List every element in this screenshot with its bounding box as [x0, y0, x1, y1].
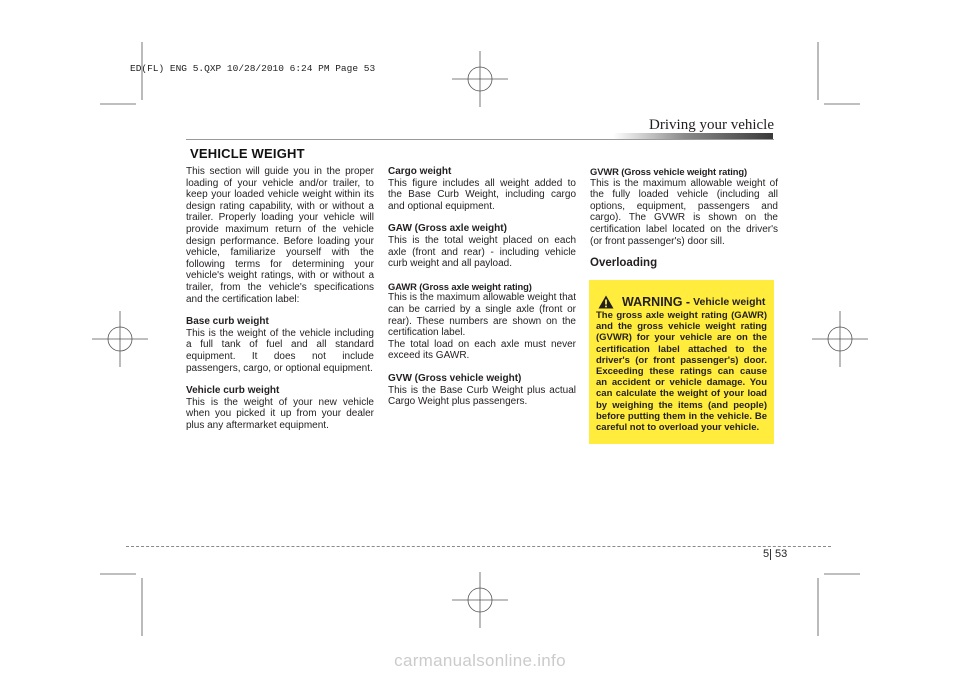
gawr-heading: GAWR (Gross axle weight rating)	[388, 280, 532, 292]
section-title: VEHICLE WEIGHT	[190, 146, 305, 161]
header-rule	[186, 139, 774, 140]
warning-subtitle: Vehicle weight	[693, 296, 766, 308]
gawr-note: The total load on each axle must never exceed its GAWR.	[388, 338, 576, 362]
gvwr-text: This is the maximum allowable weight of the fully loaded vehicle (including all options, equipment, passengers and cargo). The GVWR is shown on the certification label located on the driver's (or front passenger's) door sill.	[590, 177, 778, 247]
column-1	[186, 166, 374, 442]
column-2	[388, 166, 576, 419]
footer-rule	[126, 546, 831, 547]
cargo-weight-text: This figure includes all weight added to the Base Curb Weight, including cargo and optional equipment.	[388, 177, 576, 212]
cargo-weight-heading: Cargo weight	[388, 166, 452, 177]
base-curb-weight-heading: Base curb weight	[186, 316, 269, 328]
print-slug: ED(FL) ENG 5.QXP 10/28/2010 6:24 PM Page 53	[130, 63, 376, 74]
gvw-heading: GVW (Gross vehicle weight)	[388, 372, 522, 384]
gaw-heading: GAW (Gross axle weight)	[388, 223, 507, 235]
vehicle-curb-weight-text: This is the weight of your new vehicle when you picked it up from your dealer plus any aftermarket equipment.	[186, 396, 374, 431]
overloading-heading: Overloading	[590, 257, 658, 270]
vehicle-curb-weight-heading: Vehicle curb weight	[186, 385, 280, 397]
warning-triangle-icon	[598, 295, 614, 309]
watermark: carmanualsonline.info	[394, 651, 566, 670]
warning-title: WARNING -	[622, 295, 691, 309]
chapter-title: Driving your vehicle	[649, 117, 774, 133]
gawr-text: This is the maximum allowable weight that can be carried by a single axle (front or rear). These numbers are shown on the certification label.	[388, 292, 576, 339]
warning-header	[596, 285, 767, 309]
base-curb-weight-text: This is the weight of the vehicle including a full tank of fuel and all standard equipment. It does not include passengers, cargo, or optional equipment.	[186, 327, 374, 374]
intro-paragraph: This section will guide you in the proper loading of your vehicle and/or trailer, to keep your loaded vehicle weight within its design rating capability, with or without a trailer. Properly loading your vehicle will provide maximum return of the vehicle design performance. Before loading your vehicle, familiarize yourself with the following terms for determining your vehicle's weight ratings, with or without a trailer, from the vehicle's specifications and the certification label:	[186, 166, 374, 305]
gvwr-heading: GVWR (Gross vehicle weight rating)	[590, 166, 748, 177]
gaw-text: This is the total weight placed on each axle (front and rear) - including vehicle curb weight and all payload.	[388, 234, 576, 270]
column-3	[590, 166, 778, 270]
chapter-number: 5	[763, 548, 770, 560]
page-number-divider	[770, 549, 771, 560]
page-number: 53	[775, 548, 788, 560]
gvw-text: This is the Base Curb Weight plus actual Cargo Weight plus passengers.	[388, 384, 576, 408]
warning-body: The gross axle weight rating (GAWR) and the gross vehicle weight rating (GVWR) for your vehicle are on the certification label attached to the driver's (or front passenger's) door. Exceeding these ratings can cause an accident or vehicle damage. You can calculate the weight of your load by weighing the items (and people) before putting them in the vehicle. Be careful not to overload your vehicle.	[596, 310, 767, 434]
warning-box	[589, 280, 774, 444]
